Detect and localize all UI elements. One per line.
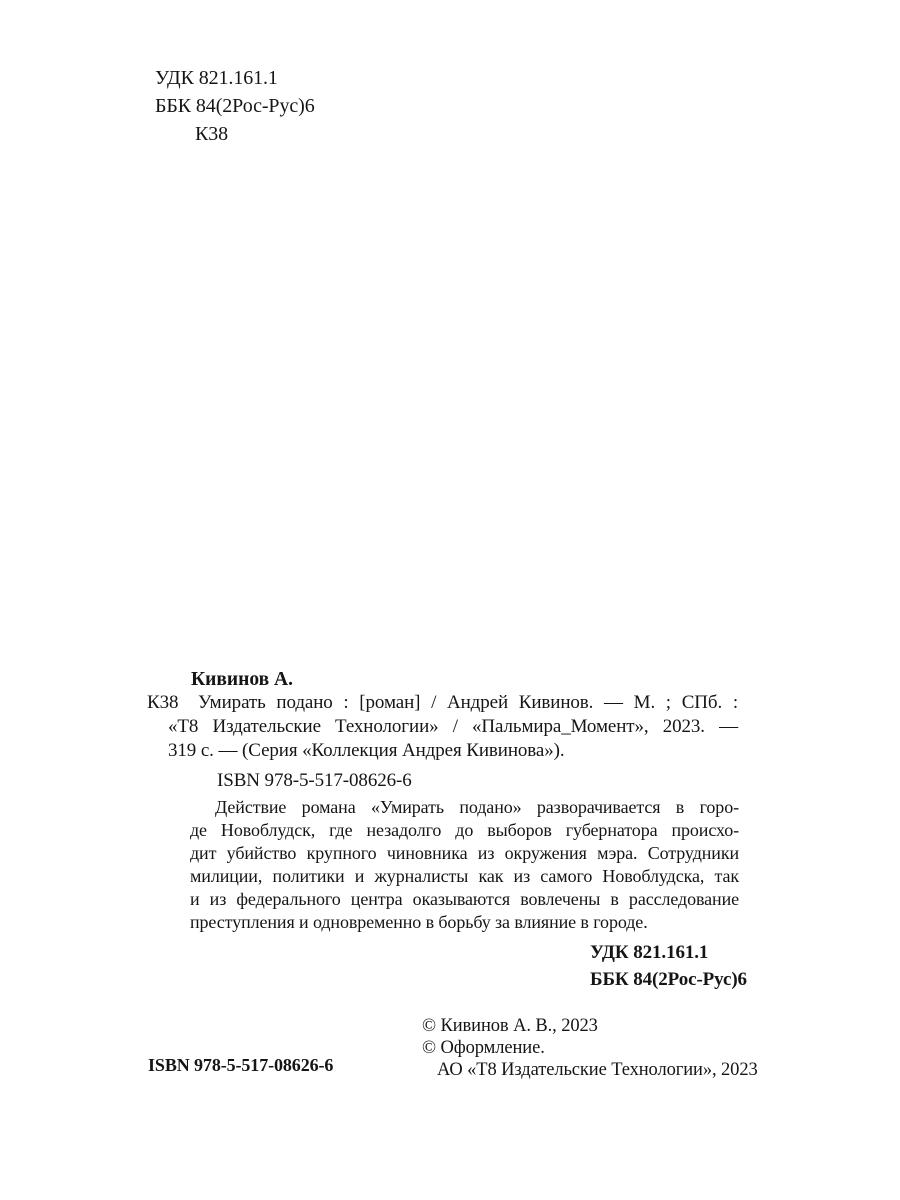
annotation-line: преступления и одновременно в борьбу за влияние в городе. (190, 912, 648, 932)
bbk-code-top: ББК 84(2Рос-Рус)6 (155, 95, 315, 117)
biblio-line-1-text: Умирать подано : [роман] / Андрей Кивинов. — М. ; СПб. : (198, 692, 738, 713)
isbn-catalog-line: ISBN 978-5-517-08626-6 (217, 770, 412, 791)
udk-code-top: УДК 821.161.1 (155, 67, 278, 89)
annotation-line: дит убийство крупного чиновника из окружения мэра. Сотрудники (190, 843, 739, 863)
bibliographic-record (147, 691, 738, 763)
author-heading: Кивинов А. (191, 669, 294, 690)
copyright-author-line: © Кивинов А. В., 2023 (422, 1016, 598, 1036)
biblio-line-2: «Т8 Издательские Технологии» / «Пальмира_Момент», 2023. — (168, 716, 738, 737)
footer-isbn: ISBN 978-5-517-08626-6 (148, 1055, 334, 1075)
copyright-org-line: АО «Т8 Издательские Технологии», 2023 (437, 1060, 758, 1080)
udk-code-bottom: УДК 821.161.1 (590, 942, 709, 963)
annotation-paragraph (190, 796, 739, 934)
copyright-design-line: © Оформление. (422, 1038, 545, 1058)
bbk-code-bottom: ББК 84(2Рос-Рус)6 (590, 969, 747, 990)
catalog-entry-code: К38 (147, 692, 179, 713)
annotation-line: де Новоблудск, где незадолго до выборов губернатора происхо- (190, 820, 739, 840)
annotation-line: милиции, политики и журналисты как из самого Новоблудска, так (190, 866, 739, 886)
biblio-line-1 (147, 691, 738, 715)
bottom-catalog-codes (590, 939, 747, 993)
biblio-line-3: 319 с. — (Серия «Коллекция Андрея Кивинова»). (168, 740, 565, 761)
annotation-line: и из федерального центра оказываются вовлечены в расследование (190, 889, 739, 909)
annotation-line: Действие романа «Умирать подано» разворачивается в горо- (215, 797, 739, 817)
copyright-block (422, 1015, 758, 1081)
author-code-top: К38 (195, 123, 229, 145)
top-catalog-codes (155, 64, 315, 148)
